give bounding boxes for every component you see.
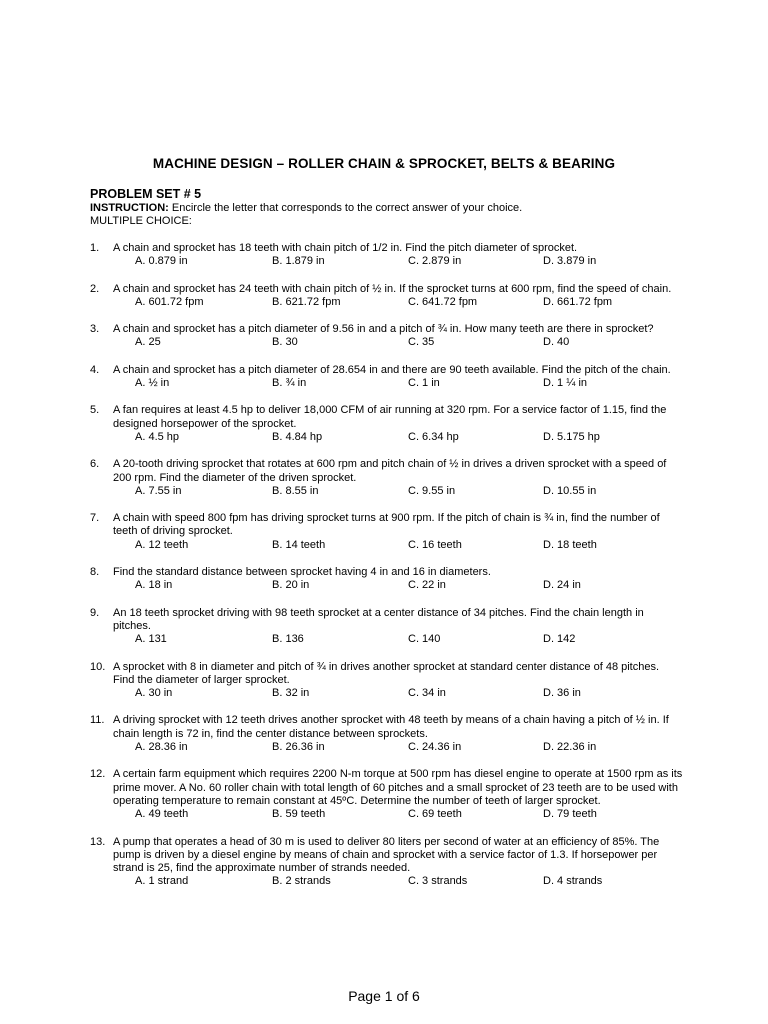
answer-choice-d[interactable]: D. 3.879 in (543, 255, 597, 268)
answer-choices (135, 875, 690, 888)
question-item (90, 768, 690, 821)
question-text: A chain and sprocket has a pitch diameter of 9.56 in and a pitch of ¾ in. How many teeth are there in sprocket? (113, 323, 654, 336)
question-item (90, 404, 690, 444)
question-text: A fan requires at least 4.5 hp to deliver 18,000 CFM of air running at 320 rpm. For a service factor of 1.15, find the designed horsepower of the sprocket. (113, 404, 667, 430)
question-number: 12. (90, 768, 106, 781)
question-item (90, 283, 690, 310)
question-number: 1. (90, 242, 100, 254)
answer-choice-d[interactable]: D. 22.36 in (543, 741, 597, 754)
answer-choice-c[interactable]: C. 3 strands (408, 875, 468, 888)
question-item (90, 714, 690, 754)
answer-choice-d[interactable]: D. 18 teeth (543, 538, 597, 551)
answer-choice-b[interactable]: B. ¾ in (272, 377, 307, 390)
answer-choice-a[interactable]: A. 12 teeth (135, 538, 189, 551)
answer-choices (135, 431, 690, 444)
answer-choices (135, 579, 690, 592)
instruction-text: Encircle the letter that corresponds to the correct answer of your choice. (168, 202, 523, 214)
answer-choice-a[interactable]: A. 1 strand (135, 875, 189, 888)
question-number: 8. (90, 566, 100, 579)
question-item (90, 512, 690, 552)
answer-choice-c[interactable]: C. 1 in (408, 377, 440, 390)
question-text: A chain and sprocket has 18 teeth with chain pitch of 1/2 in. Find the pitch diameter of sprocket. (113, 242, 578, 254)
answer-choices (135, 741, 690, 754)
answer-choices (135, 808, 690, 821)
answer-choice-b[interactable]: B. 621.72 fpm (272, 295, 341, 308)
answer-choice-b[interactable]: B. 59 teeth (272, 808, 326, 821)
answer-choice-d[interactable]: D. 661.72 fpm (543, 295, 613, 308)
question-text: An 18 teeth sprocket driving with 98 teeth sprocket at a center distance of 34 pitches. Find the chain length in pitches. (113, 606, 644, 632)
answer-choice-c[interactable]: C. 16 teeth (408, 538, 462, 551)
question-item (90, 242, 690, 269)
answer-choice-b[interactable]: B. 8.55 in (272, 484, 319, 497)
answer-choice-b[interactable]: B. 30 (272, 336, 298, 349)
answer-choice-a[interactable]: A. 0.879 in (135, 255, 188, 268)
answer-choice-c[interactable]: C. 69 teeth (408, 808, 462, 821)
answer-choice-c[interactable]: C. 6.34 hp (408, 430, 459, 443)
page-number: Page 1 of 6 (348, 988, 420, 1004)
question-number: 6. (90, 458, 100, 471)
question-item (90, 364, 690, 391)
problem-set-header (90, 186, 690, 228)
question-item (90, 661, 690, 701)
answer-choice-d[interactable]: D. 1 ¼ in (543, 377, 588, 390)
instruction-label: INSTRUCTION: (90, 202, 169, 214)
answer-choice-d[interactable]: D. 5.175 hp (543, 430, 600, 443)
answer-choice-b[interactable]: B. 26.36 in (272, 741, 325, 754)
question-item (90, 607, 690, 647)
question-number: 10. (90, 660, 106, 673)
question-number: 2. (90, 282, 100, 295)
answer-choice-a[interactable]: A. 28.36 in (135, 741, 188, 754)
answer-choice-b[interactable]: B. 1.879 in (272, 255, 325, 268)
question-item (90, 566, 690, 593)
answer-choice-b[interactable]: B. 136 (272, 633, 304, 646)
answer-choice-c[interactable]: C. 9.55 in (408, 484, 456, 497)
multiple-choice-label: MULTIPLE CHOICE: (90, 215, 192, 227)
answer-choices (135, 485, 690, 498)
question-text: Find the standard distance between sprocket having 4 in and 16 in diameters. (113, 566, 491, 579)
problem-set-label: PROBLEM SET # 5 (90, 187, 202, 201)
question-item (90, 323, 690, 350)
answer-choice-d[interactable]: D. 36 in (543, 687, 581, 700)
answer-choice-b[interactable]: B. 14 teeth (272, 538, 326, 551)
answer-choice-c[interactable]: C. 2.879 in (408, 255, 462, 268)
question-text: A 20-tooth driving sprocket that rotates at 600 rpm and pitch chain of ½ in drives a driven sprocket with a speed of 200 rpm. Find the diameter of the driven sprocket. (113, 458, 667, 484)
question-number: 7. (90, 512, 100, 525)
answer-choice-b[interactable]: B. 2 strands (272, 875, 331, 888)
question-item (90, 458, 690, 498)
question-number: 5. (90, 404, 100, 417)
answer-choice-d[interactable]: D. 142 (543, 633, 576, 646)
answer-choice-d[interactable]: D. 10.55 in (543, 484, 597, 497)
document-title: MACHINE DESIGN – ROLLER CHAIN & SPROCKET, BELTS & BEARING (152, 156, 616, 171)
answer-choice-a[interactable]: A. 30 in (135, 687, 173, 700)
answer-choice-a[interactable]: A. ½ in (135, 377, 170, 390)
question-text: A driving sprocket with 12 teeth drives another sprocket with 48 teeth by means of a chain having a pitch of ½ in. If chain length is 72 in, find the center distance between sprockets. (113, 714, 669, 740)
answer-choice-a[interactable]: A. 49 teeth (135, 808, 189, 821)
answer-choice-d[interactable]: D. 4 strands (543, 875, 603, 888)
answer-choice-d[interactable]: D. 79 teeth (543, 808, 597, 821)
answer-choice-c[interactable]: C. 24.36 in (408, 741, 462, 754)
instruction-line (90, 202, 690, 215)
question-text: A pump that operates a head of 30 m is used to deliver 80 liters per second of water at an efficiency of 85%. The pump is driven by a diesel engine by means of chain and sprocket with a service factor of 1.3. If horsepower per strand is 25, find the approximate number of strands needed. (113, 835, 660, 875)
question-text: A sprocket with 8 in diameter and pitch of ¾ in drives another sprocket at standard center distance of 48 pitches. Find the diameter of larger sprocket. (113, 660, 660, 686)
answer-choice-a[interactable]: A. 4.5 hp (135, 430, 180, 443)
question-text: A chain and sprocket has 24 teeth with chain pitch of ½ in. If the sprocket turns at 600 rpm, find the speed of chain. (113, 282, 672, 295)
answer-choice-a[interactable]: A. 25 (135, 336, 161, 349)
answer-choices (135, 539, 690, 552)
question-text: A certain farm equipment which requires 2200 N-m torque at 500 rpm has diesel engine to operate at 1500 rpm as its prime mover. A No. 60 roller chain with total length of 60 pitches and a small sprocket of 23 teeth are to be used with operating temperature to remain constant at 45ºC. Determine the number of teeth of larger sprocket. (113, 768, 683, 807)
question-number: 4. (90, 363, 100, 376)
answer-choice-a[interactable]: A. 7.55 in (135, 484, 182, 497)
question-number: 9. (90, 606, 100, 619)
answer-choice-d[interactable]: D. 24 in (543, 579, 581, 592)
answer-choices (135, 633, 690, 646)
answer-choices (135, 255, 690, 268)
answer-choice-c[interactable]: C. 140 (408, 633, 441, 646)
question-list (90, 242, 690, 889)
answer-choice-c[interactable]: C. 34 in (408, 687, 446, 700)
question-number: 3. (90, 323, 100, 336)
answer-choice-b[interactable]: B. 20 in (272, 579, 310, 592)
answer-choice-a[interactable]: A. 601.72 fpm (135, 295, 204, 308)
answer-choice-d[interactable]: D. 40 (543, 336, 570, 349)
answer-choice-c[interactable]: C. 22 in (408, 579, 446, 592)
answer-choices (135, 377, 690, 390)
question-number: 13. (90, 835, 106, 848)
question-number: 11. (90, 714, 105, 727)
answer-choice-b[interactable]: B. 4.84 hp (272, 430, 323, 443)
answer-choices (135, 336, 690, 349)
answer-choices (135, 687, 690, 700)
question-item (90, 836, 690, 889)
question-text: A chain and sprocket has a pitch diameter of 28.654 in and there are 90 teeth available. Find the pitch of the chain. (113, 363, 671, 376)
answer-choice-b[interactable]: B. 32 in (272, 687, 310, 700)
answer-choice-a[interactable]: A. 18 in (135, 579, 173, 592)
answer-choice-c[interactable]: C. 35 (408, 336, 435, 349)
answer-choice-c[interactable]: C. 641.72 fpm (408, 295, 478, 308)
answer-choice-a[interactable]: A. 131 (135, 633, 167, 646)
question-text: A chain with speed 800 fpm has driving sprocket turns at 900 rpm. If the pitch of chain is ¾ in, find the number of teeth of driving sprocket. (113, 512, 660, 538)
answer-choices (135, 296, 690, 309)
